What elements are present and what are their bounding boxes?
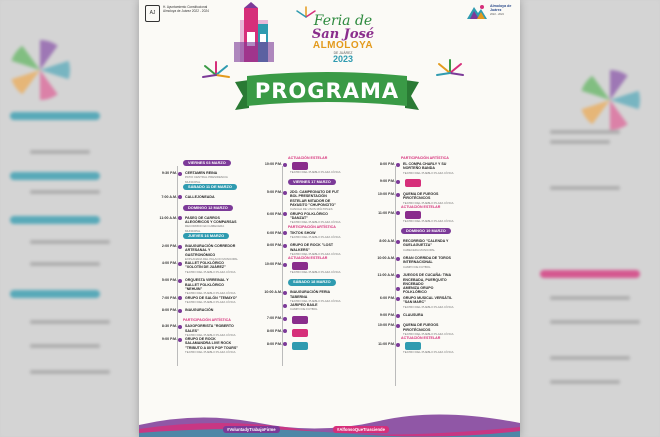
day-header [147,160,239,166]
blurred-text [30,150,90,154]
event-time: 5:00 P.M. [266,190,282,195]
event-venue: TEATRO DEL PUEBLO PLAZA CÍVICA [403,350,454,355]
event-venue: TEATRO DEL PUEBLO PLAZA CÍVICA [403,304,454,309]
schedule-event [147,171,239,184]
event-title: 2DO. CAMPEONATO DE FUT BOL PRESENTACIÓN ESTELAR MITADOR DE PAYASITO "CHUPONCITO" [290,190,339,208]
schedule-event [251,243,343,256]
day-label: VIERNES 17 MARZO [288,179,336,185]
event-venue: CAMPO DE FUTBOL [403,264,431,269]
timeline-dot [396,180,400,184]
day-label: DOMINGO 19 MARZO [401,228,451,234]
timeline-dot [283,317,287,321]
almoloya-logo [466,4,514,20]
section-label: PARTICIPACIÓN ARTÍSTICA [288,224,336,229]
schedule-event [251,342,343,350]
section-label: ACTUACIÓN ESTELAR [401,336,441,341]
timeline-dot [396,193,400,197]
event-venue: CABECERA MUNICIPAL [403,247,436,252]
schedule-event [147,278,239,295]
event-title: RECORRIDO "CALENDA Y GUELAGUETZA" [403,239,449,248]
event-title: SAXOFORRISTA "ROBERTO SALES" [185,324,234,333]
event-title: GRAN CORRIDA DE TOROS INTERNACIONAL [403,256,451,265]
event-title: INAUGURACIÓN CORREDOR ARTESANAL Y GASTRONÓMICO [185,244,236,257]
blurred-text [550,186,620,190]
section-label: ACTUACIÓN ESTELAR [288,156,328,160]
day-header [251,179,343,185]
event-venue: TEATRO DEL PUEBLO PLAZA CÍVICA [185,269,236,274]
schedule-event [364,342,456,354]
timeline-dot [396,287,400,291]
event-time: 8:00 P.M. [266,328,282,333]
event-venue: TEATRO DEL PUEBLO PLAZA CÍVICA [290,251,341,256]
event-venue: TEATRO DEL PUEBLO PLAZA CÍVICA [185,291,236,296]
blurred-text [550,140,610,144]
event-time: 8:00 P.M. [266,243,282,248]
event-time: 7:00 P.M. [161,295,177,300]
artist-logo-image [292,316,308,324]
blurred-text [550,356,630,360]
blurred-text [30,344,100,348]
timeline-dot [283,163,287,167]
title-year: 2023 [332,54,354,64]
blurred-right-column [530,0,660,437]
mountain-icon [466,4,488,20]
section-label: PARTICIPACIÓN ARTÍSTICA [183,318,231,323]
timeline-dot [396,297,400,301]
event-time: 9:00 P.M. [379,179,395,184]
event-title: GRUPO FOLKLÓRICO "DANZAT" [290,211,328,221]
schedule-event [147,216,239,233]
schedule-event [364,192,456,205]
artist-logo-image [292,329,308,337]
blurred-left-column [0,0,130,437]
timeline-dot [178,216,182,220]
blurred-text [550,320,640,324]
event-title: INAUGURACIÓN FERIA TABERNA [290,290,330,299]
title-feria: Feria de [313,13,373,29]
event-venue: TEATRO DEL PUEBLO PLAZA CÍVICA [185,332,236,337]
title-san-jose: San José [311,27,375,42]
blurred-bar [10,290,100,298]
almoloya-logo-name: Almoloya de Juárez [490,4,512,13]
timeline-dot [178,325,182,329]
schedule-event [364,211,456,223]
schedule-event [364,256,456,269]
footer-hashtag-right: #AlfonsoQueTrasciende [333,426,389,433]
timeline-dot [283,231,287,235]
event-time: 9:00 P.M. [379,313,395,318]
timeline-dot [396,257,400,261]
event-venue: PATIO CENTRAL PRESIDENCIA MUNICIPAL [185,175,228,184]
event-venue: RECORRIDO EN CABECERA MUNICIPAL [185,224,225,233]
timeline-dot [178,262,182,266]
schedule-event [147,308,239,312]
firework-right-icon [435,58,465,88]
day-header [147,205,239,211]
artist-logo-image [405,179,421,187]
event-venue: TEATRO DEL PUEBLO PLAZA CÍVICA [403,170,454,175]
timeline-dot [178,296,182,300]
section-header [251,156,343,160]
event-time: 2:00 P.M. [161,244,177,248]
blurred-text [550,130,620,134]
timeline-dot [283,263,287,267]
event-title: QUEMA DE FUEGOS PIROTÉCNICOS [403,323,439,332]
timeline-dot [396,324,400,328]
schedule-event [251,212,343,225]
timeline-dot [396,343,400,347]
event-venue: CAMPO DE FUTBOL [290,307,318,312]
section-label: ACTUACIÓN ESTELAR [288,256,328,261]
artist-logo-image [405,342,421,350]
timeline-dot [396,163,400,167]
municipal-name: H. Ayuntamiento Constitucional Almoloya de Juárez 2022 - 2024 [163,5,209,13]
poster [139,0,520,437]
event-time: 6:00 P.M. [266,211,282,216]
firework-left-icon [201,60,231,90]
event-venue: TEATRO DEL PUEBLO PLAZA CÍVICA [290,220,341,225]
event-title: CERTAMEN REINA [185,171,218,175]
schedule-event [364,162,456,175]
event-title: CALLEJONEADA [185,194,215,199]
blurred-text [30,320,110,324]
timeline-dot [283,244,287,248]
event-title: TIKTOK SHOW [290,230,316,235]
day-header [251,279,343,285]
event-time: 10:00 P.M. [377,323,395,328]
schedule-event [251,290,343,303]
almoloya-logo-text [490,4,514,17]
section-header [251,256,343,260]
schedule-event [147,337,239,354]
event-time: 4:00 P.M. [161,261,177,266]
schedule-event [364,313,456,317]
artist-logo-image [292,162,308,170]
event-venue: CANCHA DE USOS MÚLTIPLES [290,207,333,212]
event-venue: TEATRO DEL PUEBLO PLAZA CÍVICA [290,270,341,275]
schedule-event [251,190,343,211]
blurred-text [30,370,110,374]
event-venue: TEATRO DEL PUEBLO PLAZA CÍVICA [290,170,341,174]
blurred-text [30,262,100,266]
schedule-event [364,179,456,187]
event-time: 6:00 P.M. [379,296,395,301]
event-venue: TEATRO DEL PUEBLO PLAZA CÍVICA [403,218,454,223]
schedule-event [251,231,343,240]
event-time: 10:00 P.M. [377,192,395,196]
title-almoloya: ALMOLOYA [312,40,374,51]
firework-top-icon [295,6,317,28]
title-de-juarez: DE JUÁREZ [333,51,353,55]
schedule-event [147,244,239,261]
day-header [364,228,456,234]
event-title: CLAUSURA [403,313,424,318]
event-title: QUEMA DE FUEGOS PIROTÉCNICOS [403,192,439,201]
timeline-dot [178,245,182,249]
event-title: BALLET FOLKLÓRICO "XOLOTÍN DE JUÁREZ" [185,261,226,270]
schedule-event [251,303,343,312]
blurred-text [550,380,620,384]
day-header [147,184,239,190]
day-label: SÁBADO 18 MARZO [288,279,336,285]
event-time: 6:00 P.M. [266,230,282,235]
event-time: 11:00 P.M. [378,210,395,215]
event-venue: TEATRO DEL PUEBLO PLAZA CÍVICA [185,350,236,355]
programa-title: PROGRAMA [254,79,400,103]
event-title: PASEO DE CARROS ALEGÓRICOS Y COMPARSAS [185,215,237,225]
timeline-dot [283,291,287,295]
event-time: 9:30 P.M. [161,171,177,175]
timeline-dot [178,279,182,283]
timeline-dot [396,314,400,318]
timeline-dot [396,240,400,244]
schedule-event [147,195,239,199]
event-title: GRUPO DE SALÓN "TEMAYO" [185,295,238,300]
timeline-dot [396,211,400,215]
schedule-event [147,296,239,305]
event-time: 7:00 A.M. [161,194,177,199]
event-time: 10:00 A.M. [377,256,395,261]
blurred-bar [540,270,640,278]
timeline-dot [283,212,287,216]
event-title: ORQUESTA VIRREINAL Y BALLET FOLKLÓRICO "NEHUIN" [185,278,229,291]
blurred-bar [10,172,100,180]
event-venue: TEATRO DEL PUEBLO PLAZA CÍVICA [290,234,341,239]
schedule-event [251,329,343,337]
almoloya-logo-years: 2022 - 2024 [490,12,504,16]
event-time: 11:00 A.M. [159,215,177,220]
event-title: EL COMPA CHARLY Y SU NORTEÑO BANDA [403,162,447,171]
section-header [364,336,456,340]
timeline-dot [178,338,182,342]
event-venue: TEATRO DEL PUEBLO PLAZA CÍVICA [403,200,454,205]
section-label: PARTICIPACIÓN ARTÍSTICA [401,156,449,160]
event-venue: TEATRO DEL PUEBLO PLAZA CÍVICA [403,331,454,336]
church-illustration [230,2,278,64]
event-title: JUEGOS DE CUCAÑA: TINA ENCEBADA, PUERQUITO ENCEBADO [403,273,451,286]
timeline-dot [283,191,287,195]
burst-decoration [580,70,640,130]
day-header [147,233,239,239]
schedule-event [364,323,456,336]
artist-logo-image [292,262,308,270]
event-time: 8:00 P.M. [161,308,177,313]
blurred-bar [10,216,100,224]
artist-logo-image [292,342,308,350]
event-title: JARIPEO BAILE [290,303,318,308]
burst-decoration [10,40,70,100]
section-header [147,318,239,322]
day-label: DOMINGO 12 MARZO [183,205,233,211]
blurred-text [30,240,110,244]
event-time: 8:00 A.M. [379,239,395,243]
timeline-dot [283,304,287,308]
artist-logo-image [405,211,421,219]
section-header [251,225,343,229]
day-label: SÁBADO 11 DE MARZO [183,184,237,190]
event-title: GRUPO DE ROCK SALAMANDRA LIVE ROCK "TRIBUTO A 80'S POP TOURS" [185,337,238,350]
schedule-event [147,324,239,337]
schedule-event [251,262,343,274]
event-title: INAUGURACIÓN [185,308,214,313]
section-label: ACTUACIÓN ESTELAR [401,204,441,209]
event-time: 9:00 P.M. [161,337,177,342]
section-header [364,205,456,209]
timeline-dot [178,172,182,176]
municipal-logo [145,5,211,22]
event-title: AMENIZA GRUPO FOLKLÓRICO [403,286,434,295]
schedule-event [147,261,239,274]
timeline-dot [178,309,182,313]
schedule-event [364,296,456,309]
seal-icon: AJ [145,5,160,22]
blurred-bar [10,112,100,120]
event-time: 10:00 P.M. [264,262,282,267]
schedule-event [364,273,456,286]
event-time: 10:00 A.M. [264,290,282,295]
footer-hashtag-left: #VoluntadyTrabajoFirme [223,426,280,433]
event-title: GRUPO MUSICAL VERSÁTIL "SAN MARC" [403,296,453,305]
event-time: 8:30 P.M. [161,324,177,329]
event-time: 5:00 P.M. [161,278,177,283]
day-label: VIERNES 03 MARZO [183,160,231,166]
schedule-event [364,239,456,252]
event-title: GRUPO DE ROCK "LOST WALKERS" [290,243,334,252]
schedule-event [251,316,343,324]
event-venue: TEATRO DEL PUEBLO PLAZA CÍVICA [185,299,236,304]
event-time: 11:00 A.M. [377,273,395,278]
timeline-dot [283,342,287,346]
timeline-dot [178,195,182,199]
schedule-event [364,286,456,295]
event-time: 8:00 P.M. [266,341,282,346]
blurred-text [550,296,630,300]
section-header [364,156,456,160]
event-venue: TEATRO DEL PUEBLO PLAZA CÍVICA [290,298,341,303]
event-venue: EXPLANADA DEL PALACIO MUNICIPAL [185,256,238,261]
blurred-text [30,190,100,194]
poster-footer [139,407,520,437]
footer-wave [139,407,520,437]
event-time: 7:00 P.M. [266,316,282,320]
event-time: 11:00 P.M. [378,342,395,347]
event-time: 10:00 P.M. [264,162,282,166]
timeline-dot [396,274,400,278]
timeline-dot [283,329,287,333]
schedule-event [251,162,343,174]
day-label: JUEVES 16 MARZO [183,233,229,239]
event-time: 8:00 P.M. [379,162,395,166]
